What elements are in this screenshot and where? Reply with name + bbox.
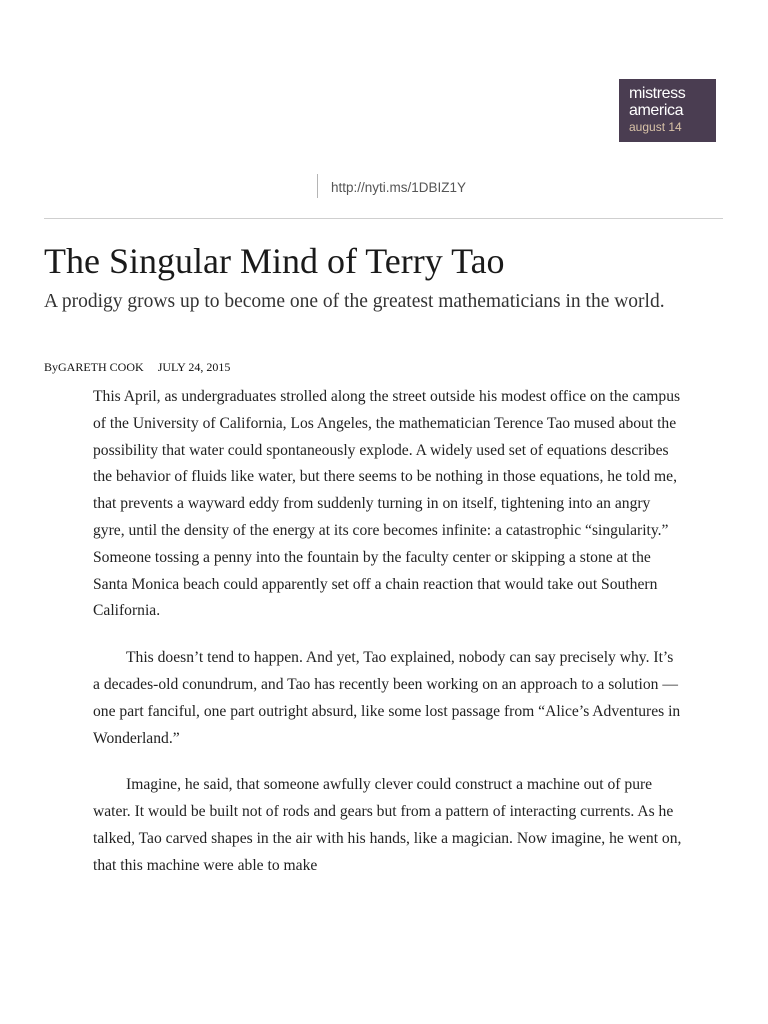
ad-line-1: mistress bbox=[629, 85, 686, 102]
url-divider bbox=[317, 174, 318, 198]
article-headline: The Singular Mind of Terry Tao bbox=[44, 241, 505, 281]
header-rule bbox=[44, 218, 723, 219]
short-url-link[interactable]: http://nyti.ms/1DBIZ1Y bbox=[331, 180, 467, 195]
ad-line-2: america bbox=[629, 102, 684, 119]
byline bbox=[44, 360, 230, 375]
article-paragraph-3: Imagine, he said, that someone awfully clever could construct a machine out of pure water. It would be built not of rods and gears but from a pattern of interacting currents. As he talked, Tao carved shapes in the air with his hands, like a magician. Now imagine, he went on, that this machine were able to make bbox=[93, 776, 682, 874]
advertisement-banner[interactable] bbox=[619, 79, 716, 142]
article-paragraph-2: This doesn’t tend to happen. And yet, Tao explained, nobody can say precisely why. It’s a decades-old conundrum, and Tao has recently been working on an approach to a solution — one part fanciful, one part outright absurd, like some lost passage from “Alice’s Adventures in Wonderland.” bbox=[93, 649, 681, 747]
byline-author[interactable]: GARETH COOK bbox=[58, 360, 144, 374]
article-summary: A prodigy grows up to become one of the greatest mathematicians in the world. bbox=[44, 291, 665, 312]
ad-line-3: august 14 bbox=[629, 120, 682, 134]
byline-prefix: By bbox=[44, 360, 59, 374]
byline-date: JULY 24, 2015 bbox=[157, 360, 231, 374]
article-paragraph-1: This April, as undergraduates strolled along the street outside his modest office on the campus of the University of California, Los Angeles, the mathematician Terence Tao mused about the possibility that water could spontaneously explode. A widely used set of equations describes the behavior of fluids like water, but there seems to be nothing in those equations, he told me, that prevents a wayward eddy from suddenly turning in on itself, tightening into an angry gyre, until the density of the energy at its core becomes infinite: a catastrophic “singularity.” Someone tossing a penny into the fountain by the faculty center or skipping a stone at the Santa Monica beach could apparently set off a chain reaction that would take out Southern California. bbox=[93, 388, 681, 620]
article-body bbox=[93, 384, 683, 900]
